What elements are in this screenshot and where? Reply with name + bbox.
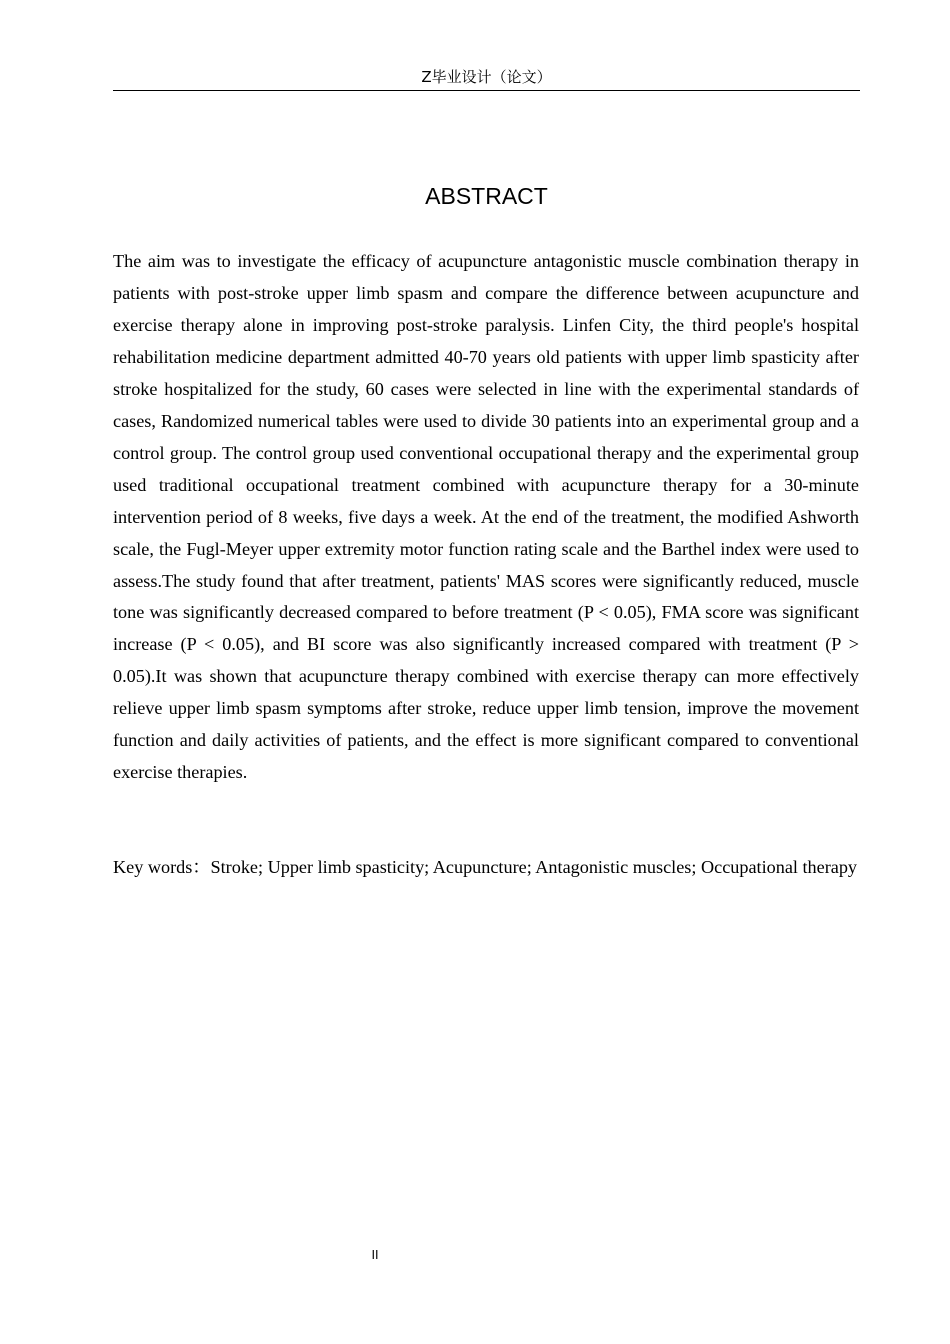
abstract-body: The aim was to investigate the efficacy of acupuncture antagonistic muscle combination therapy in patients with post-stroke upper limb spasm and compare the difference between acupuncture and exercise therapy alone in improving post-stroke paralysis. Linfen City, the third people's hospital rehabilitation medicine department admitted 40-70 years old patients with upper limb spasticity after stroke hospitalized for the study, 60 cases were selected in line with the experimental standards of cases, Randomized numerical tables were used to divide 30 patients into an experimental group and a control group. The control group used conventional occupational therapy and the experimental group used traditional occupational treatment combined with acupuncture therapy for a 30-minute intervention period of 8 weeks, five days a week. At the end of the treatment, the modified Ashworth scale, the Fugl-Meyer upper extremity motor function rating scale and the Barthel index were used to assess.The study found that after treatment, patients' MAS scores were significantly reduced, muscle tone was significantly decreased compared to before treatment (P < 0.05), FMA score was significant increase (P < 0.05), and BI score was also significantly increased compared with treatment (P > 0.05).It was shown that acupuncture therapy combined with exercise therapy can more effectively relieve upper limb spasm symptoms after stroke, reduce upper limb tension, improve the movement function and daily activities of patients, and the effect is more significant compared to conventional exercise therapies. [113,251,859,783]
running-header: Z毕业设计（论文） [421,68,552,86]
keywords-label: Key words： [113,857,211,877]
keywords-paragraph [113,852,859,884]
keywords-text: Stroke; Upper limb spasticity; Acupuncture; Antagonistic muscles; Occupational therapy [210,857,858,877]
abstract-title: ABSTRACT [425,183,548,209]
page-number: II [371,1248,379,1262]
header-divider [113,90,860,91]
